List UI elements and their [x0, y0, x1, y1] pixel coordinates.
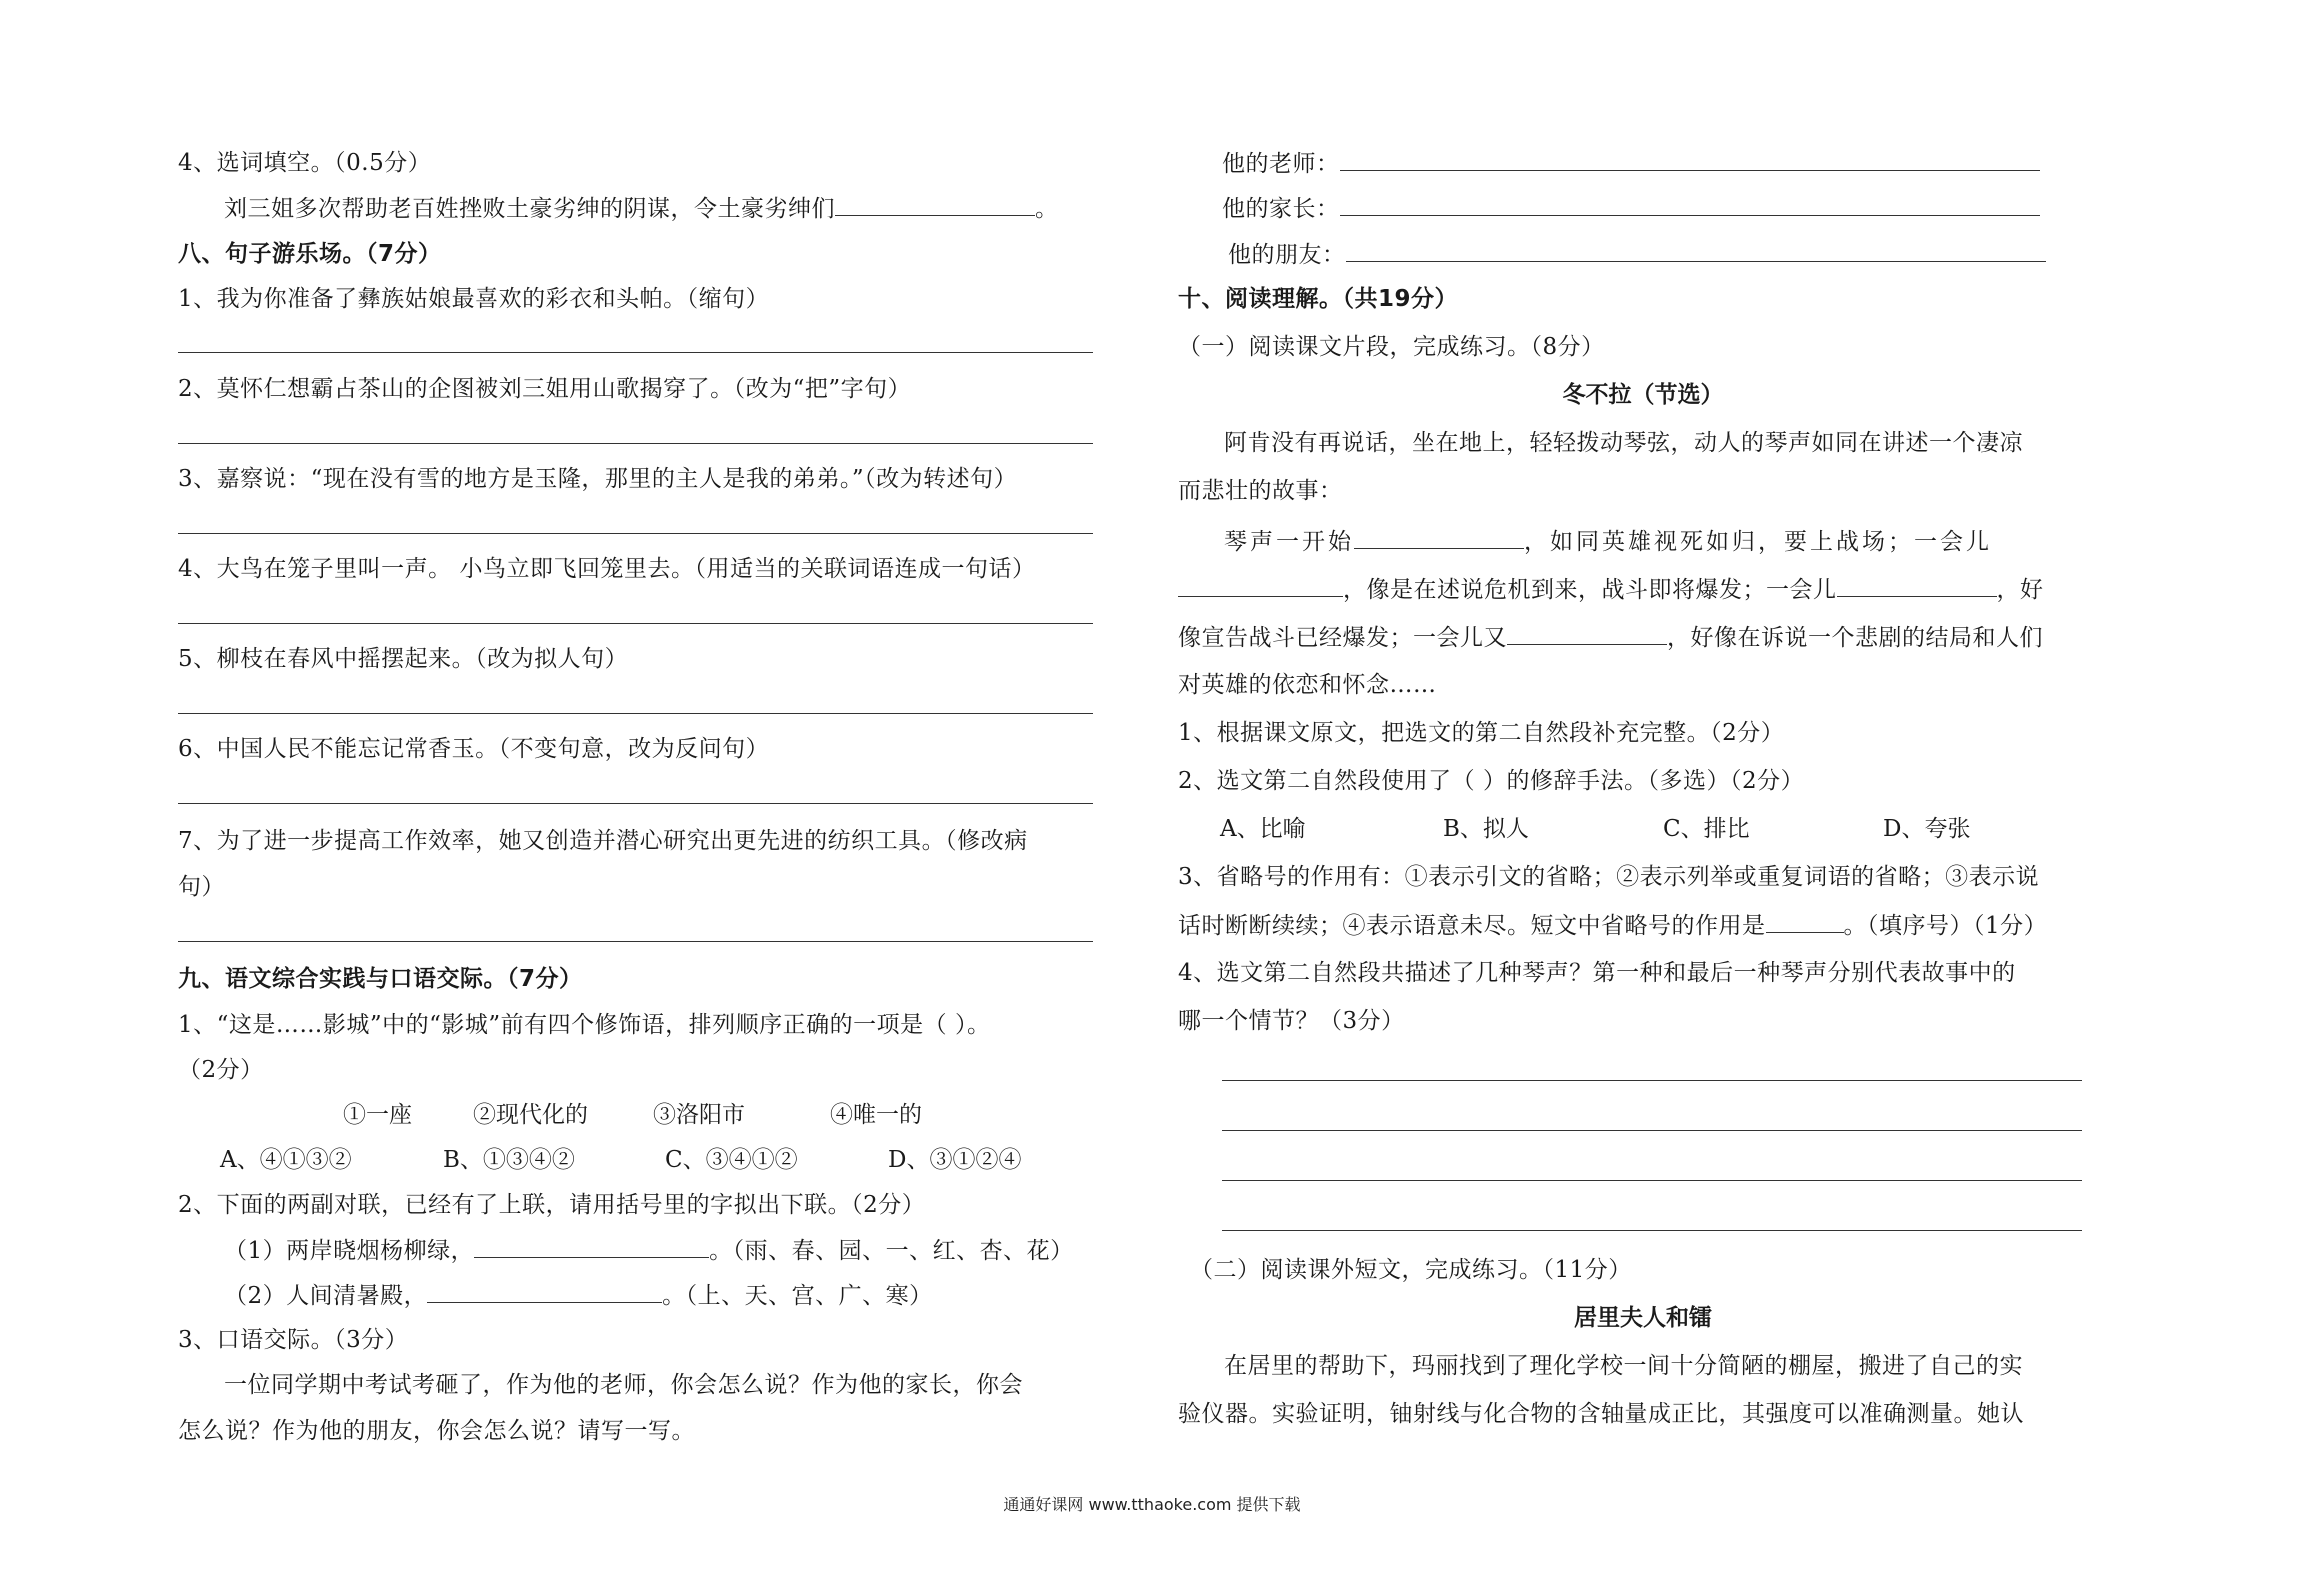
- couplet-2-chars: 。（上、天、宫、广、寒）: [662, 1283, 933, 1309]
- p2c-blank[interactable]: [1507, 622, 1667, 645]
- s8-item-3: 3、嘉察说：“现在没有雪的地方是玉隆，那里的主人是我的弟弟。”（改为转述句）: [178, 466, 1018, 492]
- option-d[interactable]: D、③①②④: [888, 1147, 1022, 1173]
- q2-option-c[interactable]: C、排比: [1663, 816, 1750, 842]
- option-b[interactable]: B、①③④②: [443, 1147, 575, 1173]
- p2a-blank[interactable]: [1354, 526, 1524, 549]
- q4-answer-line-2[interactable]: [1222, 1130, 2082, 1131]
- teacher-blank[interactable]: [1340, 148, 2040, 171]
- q4-answer-line-4[interactable]: [1222, 1230, 2082, 1231]
- p2c-text-1: 像宣告战斗已经爆发；一会儿又: [1178, 625, 1507, 651]
- story-1-p1a: 阿肯没有再说话，坐在地上，轻轻拨动琴弦，动人的琴声如同在讲述一个凄凉: [1224, 430, 2023, 456]
- word-2: ②现代化的: [473, 1102, 588, 1128]
- part-1-title: （一）阅读课文片段，完成练习。（8分）: [1178, 334, 1605, 360]
- p2a-text-2: ，如同英雄视死如归，要上战场；一会儿: [1524, 529, 1992, 555]
- part-2-title: （二）阅读课外短文，完成练习。（11分）: [1190, 1257, 1632, 1283]
- option-a[interactable]: A、④①③②: [220, 1147, 352, 1173]
- q3b-text-1: 话时断断续续；④表示语意未尽。短文中省略号的作用是: [1178, 913, 1766, 939]
- s9-q3-prompt-2: 怎么说？作为他的朋友，你会怎么说？请写一写。: [178, 1418, 695, 1444]
- couplet-1-upper: （1）两岸晓烟杨柳绿，: [224, 1238, 475, 1264]
- story-2-p1: 在居里的帮助下，玛丽找到了理化学校一间十分简陋的棚屋，搬进了自己的实: [1224, 1353, 2023, 1379]
- story-1-p1b: 而悲壮的故事：: [1178, 478, 1343, 504]
- s8-item-2: 2、莫怀仁想霸占茶山的企图被刘三姐用山歌揭穿了。（改为“把”字句）: [178, 376, 912, 402]
- q4-answer-line-1[interactable]: [1222, 1080, 2082, 1081]
- q4-answer-blank[interactable]: [835, 193, 1035, 216]
- s8-item-7: 7、为了进一步提高工作效率，她又创造并潜心研究出更先进的纺织工具。（修改病: [178, 828, 1028, 854]
- story-1-title: 冬不拉（节选）: [1562, 382, 1724, 408]
- s9-q3-prompt-1: 一位同学期中考试考砸了，作为他的老师，你会怎么说？作为他的家长，你会: [224, 1372, 1023, 1398]
- parent-label: 他的家长：: [1222, 196, 1340, 222]
- word-1: ①一座: [343, 1102, 412, 1128]
- footer-source: 通通好课网 www.tthaoke.com 提供下载: [1003, 1495, 1301, 1514]
- reading-q1: 1、根据课文原文，把选文的第二自然段补充完整。（2分）: [1178, 720, 1785, 746]
- p2b-text-2: ，好: [1996, 577, 2044, 603]
- story-1-p2c: [1178, 622, 2043, 653]
- story-1-p2b: [1178, 574, 2044, 605]
- s9-q2-couplet-1: [224, 1235, 1074, 1266]
- story-1-p2d: 对英雄的依恋和怀念……: [1178, 672, 1437, 698]
- s8-item-6: 6、中国人民不能忘记常香玉。（不变句意，改为反问句）: [178, 736, 770, 762]
- word-3: ③洛阳市: [653, 1102, 745, 1128]
- option-c[interactable]: C、③④①②: [665, 1147, 798, 1173]
- q4-end: 。: [1035, 196, 1059, 222]
- answer-parent: [1222, 193, 2040, 224]
- reading-q2: 2、选文第二自然段使用了（ ）的修辞手法。（多选）（2分）: [1178, 768, 1805, 794]
- story-1-p2a: [1224, 526, 1992, 557]
- q2-option-a[interactable]: A、比喻: [1220, 816, 1306, 842]
- q4-fill-title: 4、选词填空。（0.5分）: [178, 150, 432, 176]
- s9-q2-couplet-2: [224, 1280, 933, 1311]
- s9-q1: 1、“这是……影城”中的“影城”前有四个修饰语，排列顺序正确的一项是（ ）。: [178, 1012, 991, 1038]
- p2c-text-2: ，好像在诉说一个悲剧的结局和人们: [1667, 625, 2043, 651]
- word-4: ④唯一的: [830, 1102, 922, 1128]
- s9-q3: 3、口语交际。（3分）: [178, 1327, 409, 1353]
- s8-answer-line-7[interactable]: [178, 941, 1093, 942]
- friend-blank[interactable]: [1346, 239, 2046, 262]
- p2b-blank-1[interactable]: [1178, 574, 1343, 597]
- couplet-1-chars: 。（雨、春、园、一、红、杏、花）: [709, 1238, 1074, 1264]
- s8-answer-line-6[interactable]: [178, 803, 1093, 804]
- s8-answer-line-3[interactable]: [178, 533, 1093, 534]
- q4-answer-line-3[interactable]: [1222, 1180, 2082, 1181]
- reading-q3a: 3、省略号的作用有：①表示引文的省略；②表示列举或重复词语的省略；③表示说: [1178, 864, 2040, 890]
- q4-text: 刘三姐多次帮助老百姓挫败土豪劣绅的阴谋，令土豪劣绅们: [224, 196, 835, 222]
- s8-item-5: 5、柳枝在春风中摇摆起来。（改为拟人句）: [178, 646, 629, 672]
- section-10-title: 十、阅读理解。（共19分）: [1178, 286, 1459, 312]
- q2-option-b[interactable]: B、拟人: [1443, 816, 1529, 842]
- p2a-text-1: 琴声一开始: [1224, 529, 1354, 555]
- answer-friend: [1228, 239, 2046, 270]
- couplet-1-blank[interactable]: [474, 1235, 709, 1258]
- reading-q4b: 哪一个情节？（3分）: [1178, 1008, 1405, 1034]
- s8-answer-line-2[interactable]: [178, 443, 1093, 444]
- q3b-text-2: 。（填序号）（1分）: [1843, 913, 2048, 939]
- section-9-title: 九、语文综合实践与口语交际。（7分）: [178, 966, 583, 992]
- s9-q1-score: （2分）: [178, 1057, 264, 1083]
- s8-answer-line-1[interactable]: [178, 352, 1093, 353]
- parent-blank[interactable]: [1340, 193, 2040, 216]
- teacher-label: 他的老师：: [1222, 151, 1340, 177]
- friend-label: 他的朋友：: [1228, 242, 1346, 268]
- reading-q4a: 4、选文第二自然段共描述了几种琴声？第一种和最后一种琴声分别代表故事中的: [1178, 960, 2016, 986]
- reading-q3b: [1178, 910, 2047, 941]
- s8-item-7-cont: 句）: [178, 874, 225, 900]
- q2-option-d[interactable]: D、夸张: [1883, 816, 1971, 842]
- q3-answer-blank[interactable]: [1766, 910, 1844, 933]
- p2b-blank-2[interactable]: [1837, 574, 1997, 597]
- story-2-title: 居里夫人和镭: [1574, 1305, 1712, 1331]
- couplet-2-upper: （2）人间清暑殿，: [224, 1283, 428, 1309]
- section-8-title: 八、句子游乐场。（7分）: [178, 241, 442, 267]
- s9-q2: 2、下面的两副对联，已经有了上联，请用括号里的字拟出下联。（2分）: [178, 1192, 926, 1218]
- q4-fill-sentence: [224, 193, 1059, 224]
- s8-item-1: 1、我为你准备了彝族姑娘最喜欢的彩衣和头帕。（缩句）: [178, 286, 770, 312]
- answer-teacher: [1222, 148, 2040, 179]
- s8-item-4: 4、大鸟在笼子里叫一声。 小鸟立即飞回笼里去。（用适当的关联词语连成一句话）: [178, 556, 1036, 582]
- s8-answer-line-5[interactable]: [178, 713, 1093, 714]
- p2b-text-1: ，像是在述说危机到来，战斗即将爆发；一会儿: [1343, 577, 1837, 603]
- couplet-2-blank[interactable]: [427, 1280, 662, 1303]
- story-2-p2: 验仪器。实验证明，铀射线与化合物的含轴量成正比，其强度可以准确测量。她认: [1178, 1401, 2024, 1427]
- s8-answer-line-4[interactable]: [178, 623, 1093, 624]
